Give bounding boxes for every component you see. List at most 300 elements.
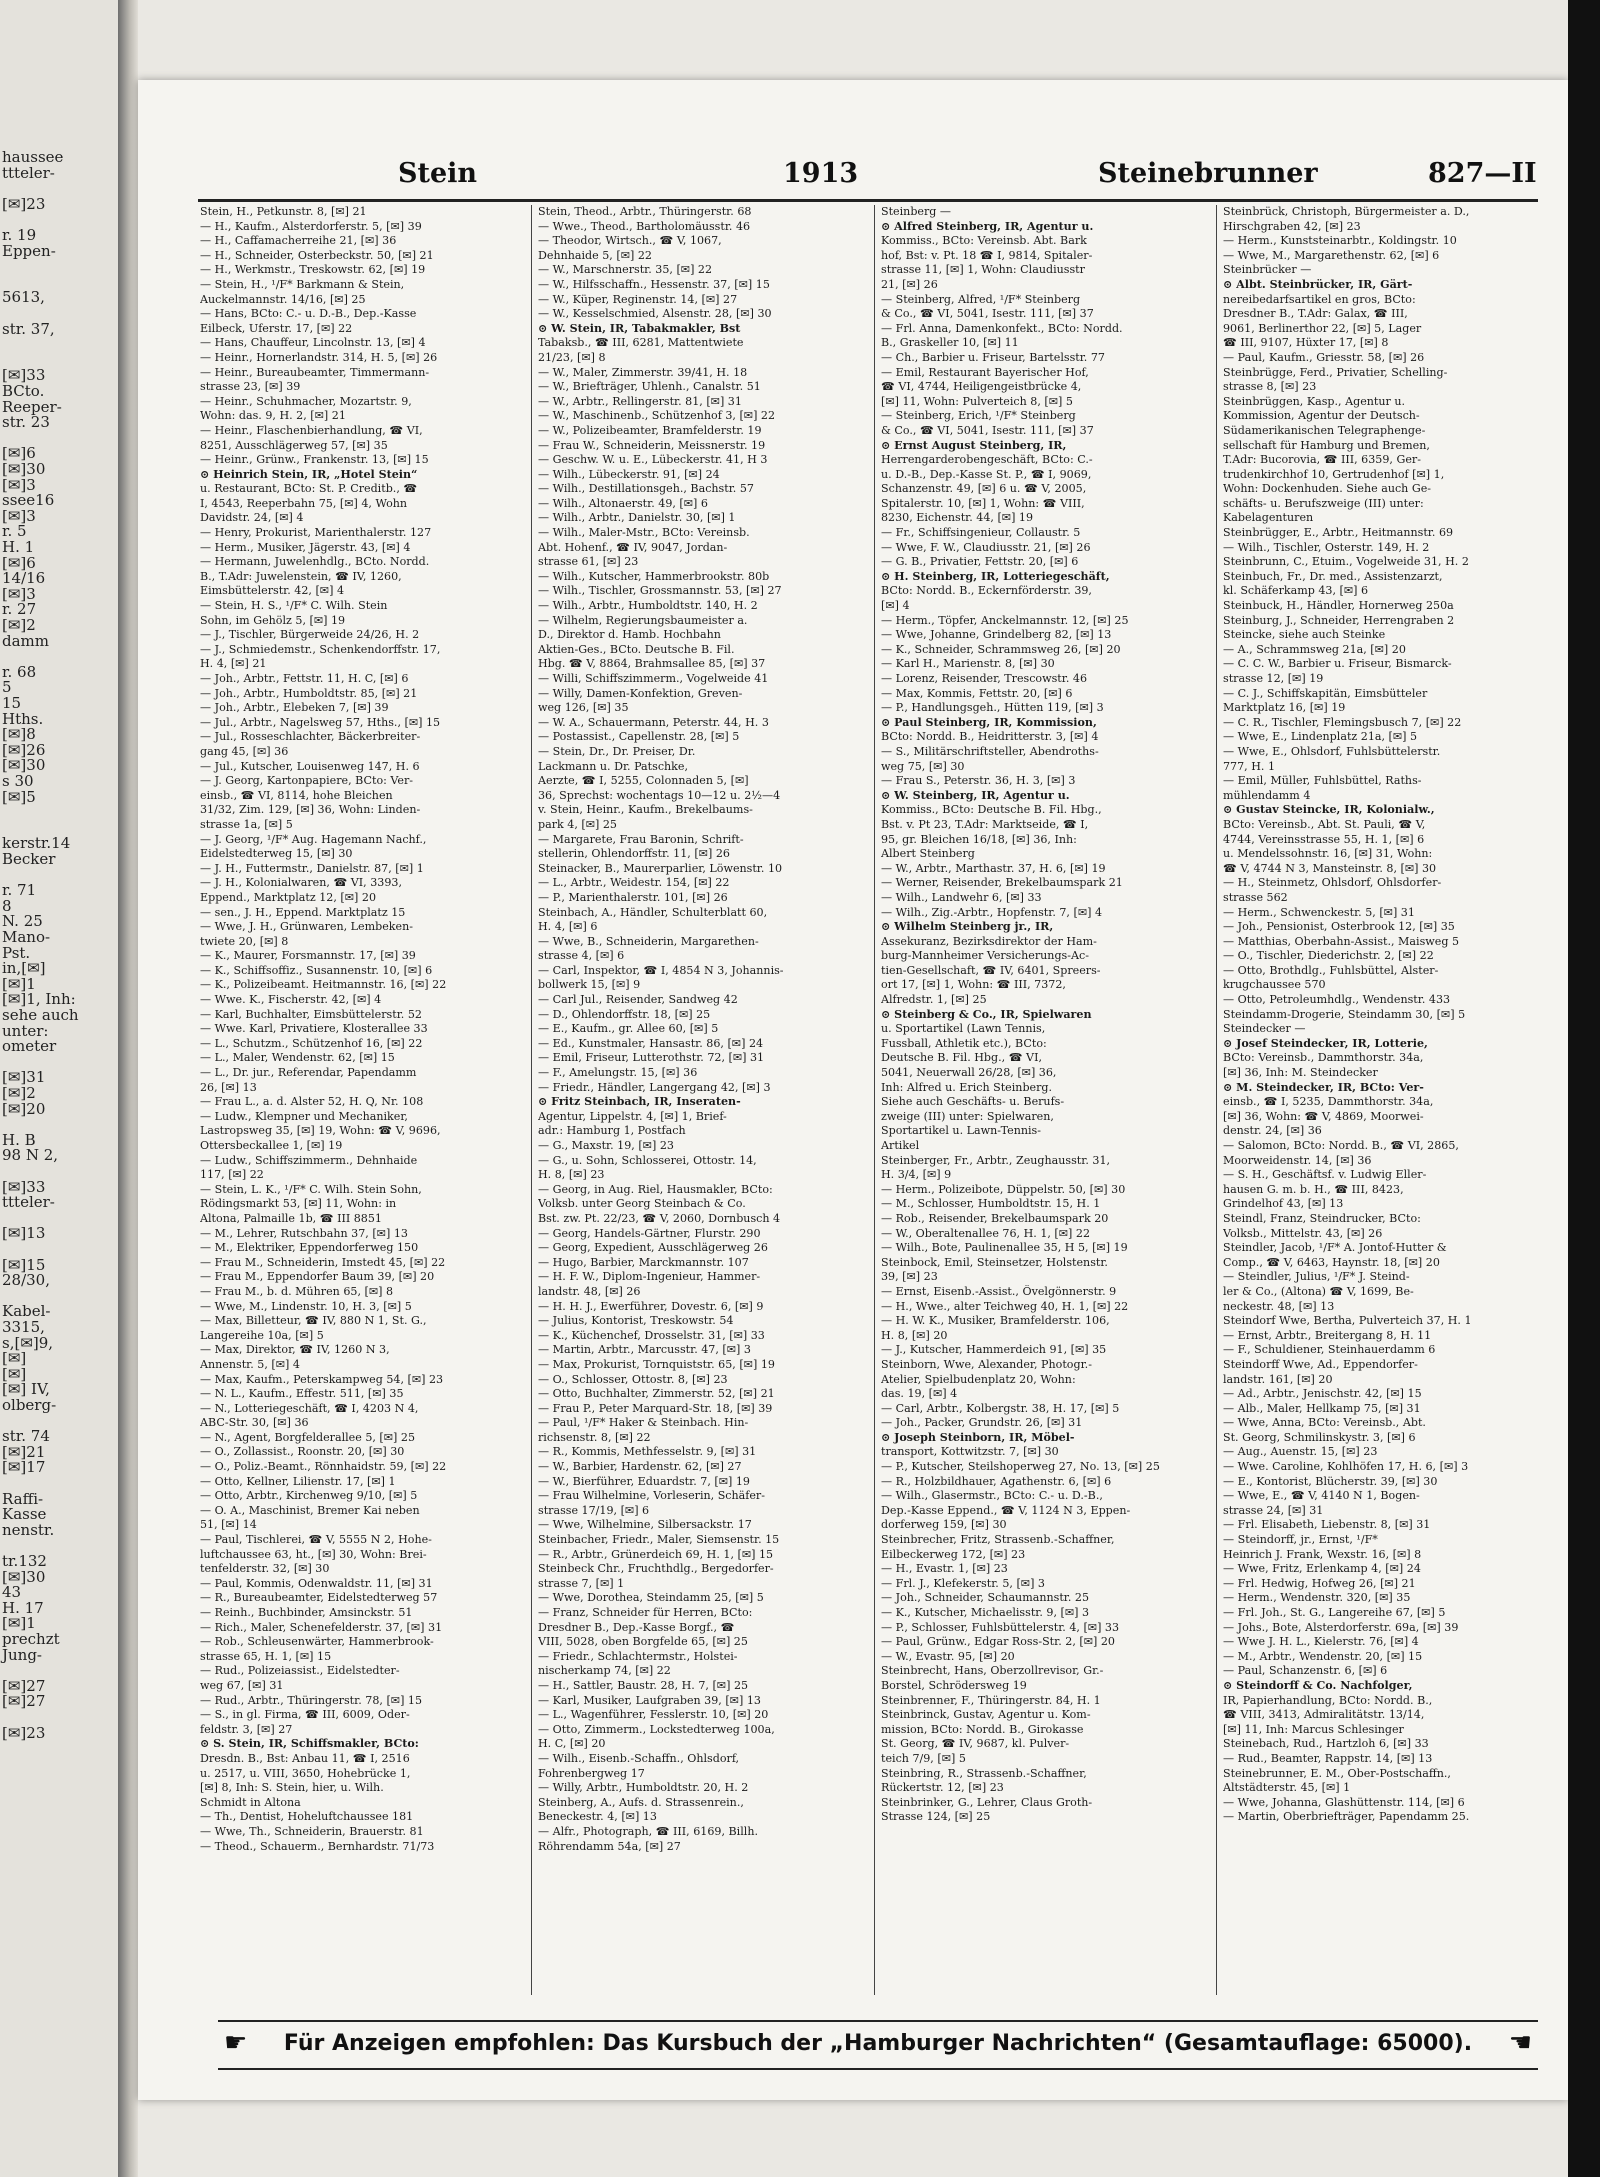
directory-line: — Rob., Schleusenwärter, Hammerbrook- [200,1635,434,1649]
directory-line: — Wilh., Lübeckerstr. 91, [✉] 24 [538,467,720,481]
left-page-fragment: [✉]23 [2,194,46,213]
directory-line: Fussball, Athletik etc.), BCto: [881,1036,1047,1050]
directory-line: — Otto, Kellner, Lilienstr. 17, [✉] 1 [200,1474,396,1488]
directory-line: Dep.-Kasse Eppend., ☎ V, 1124 N 3, Eppen- [881,1503,1131,1517]
directory-line: — M., Schlosser, Humboldtstr. 15, H. 1 [881,1197,1101,1211]
directory-line: — Joh., Schneider, Schaumannstr. 25 [881,1591,1090,1605]
directory-line: Hbg. ☎ V, 8864, Brahmsallee 85, [✉] 37 [538,657,766,671]
left-page-fragment: 5 [2,678,12,697]
directory-line: — Wwe, E., Lindenplatz 21a, [✉] 5 [1223,730,1418,744]
directory-line: landstr. 48, [✉] 26 [538,1284,641,1298]
left-page-fragment: [✉]6 [2,444,36,463]
left-page-fragment: 98 N 2, [2,1146,59,1165]
directory-line: u. D.-B., Dep.-Kasse St. P., ☎ I, 9069, [881,467,1092,481]
directory-line: strasse 23, [✉] 39 [200,380,301,394]
directory-line: — K., Küchenchef, Drosselstr. 31, [✉] 33 [538,1328,765,1342]
directory-line: Kommiss., BCto: Vereinsb. Abt. Bark [881,234,1087,248]
directory-line: Steindamm-Drogerie, Steindamm 30, [✉] 5 [1223,1007,1466,1021]
directory-line: — Herm., Polizeibote, Düppelstr. 50, [✉] 30 [881,1182,1126,1196]
directory-line: ⊙ Albt. Steinbrücker, IR, Gärt- [1223,277,1413,291]
left-page-fragment: [✉]27 [2,1676,46,1695]
directory-line: Steinbuch, Fr., Dr. med., Assistenzarzt, [1223,569,1443,583]
directory-line: ☎ VI, 4744, Heiligengeistbrücke 4, [881,380,1082,394]
directory-line: — E., Kontorist, Blücherstr. 39, [✉] 30 [1223,1474,1438,1488]
directory-line: — Heinr., Grünw., Frankenstr. 13, [✉] 15 [200,453,429,467]
directory-line: — Karl, Buchhalter, Eimsbüttelerstr. 52 [200,1007,422,1021]
directory-line: Annenstr. 5, [✉] 4 [200,1357,300,1371]
directory-line: Tabaksb., ☎ III, 6281, Mattentwiete [538,336,744,350]
directory-line: 4744, Vereinsstrasse 55, H. 1, [✉] 6 [1223,832,1425,846]
directory-line: T.Adr: Bucorovia, ☎ III, 6359, Ger- [1223,453,1421,467]
directory-line: Volksb. unter Georg Steinbach & Co. [538,1197,746,1211]
directory-line: 95, gr. Bleichen 16/18, [✉] 36, Inh: [881,832,1077,846]
directory-line: — Paul, Grünw., Edgar Ross-Str. 2, [✉] 20 [881,1635,1115,1649]
directory-line: Davidstr. 24, [✉] 4 [200,511,304,525]
directory-line: — Rud., Beamter, Rappstr. 14, [✉] 13 [1223,1751,1433,1765]
directory-line: — sen., J. H., Eppend. Marktplatz 15 [200,905,406,919]
directory-line: — Hans, Chauffeur, Lincolnstr. 13, [✉] 4 [200,336,426,350]
directory-line: Steinbrücker — [1223,263,1312,277]
directory-line: — Jul., Arbtr., Nagelsweg 57, Hths., [✉] 15 [200,715,441,729]
directory-line: Alfredstr. 1, [✉] 25 [881,993,987,1007]
left-page-fragment: str. 74 [2,1427,50,1446]
left-page-fragment: [✉]2 [2,616,36,634]
left-page-fragment: 43 [2,1583,22,1602]
directory-line: & Co., ☎ VI, 5041, Isestr. 111, [✉] 37 [881,307,1094,321]
directory-line: St. Georg, ☎ IV, 9687, kl. Pulver- [881,1737,1070,1751]
directory-line: [✉] 11, Wohn: Pulverteich 8, [✉] 5 [881,394,1073,408]
directory-line: ⊙ W. Stein, IR, Tabakmakler, Bst [538,321,741,335]
directory-line: — Hans, BCto: C.- u. D.-B., Dep.-Kasse [200,307,417,321]
directory-line: krugchaussee 570 [1223,978,1326,992]
directory-line: — Otto, Buchhalter, Zimmerstr. 52, [✉] 21 [538,1387,775,1401]
directory-line: — K., Maurer, Forsmannstr. 17, [✉] 39 [200,949,416,963]
directory-line: — Jul., Kutscher, Louisenweg 147, H. 6 [200,759,420,773]
directory-line: — Max, Kaufm., Peterskampweg 54, [✉] 23 [200,1372,444,1386]
directory-line: Stein, H., Petkunstr. 8, [✉] 21 [200,205,367,218]
directory-line: ☎ III, 9107, Hüxter 17, [✉] 8 [1223,336,1389,350]
directory-line: — H. W. K., Musiker, Bramfelderstr. 106, [881,1314,1110,1328]
directory-line: v. Stein, Heinr., Kaufm., Brekelbaums- [538,803,753,817]
directory-line: — F., Schuldiener, Steinhauerdamm 6 [1223,1343,1436,1357]
directory-line: — Wwe., Theod., Bartholomäusstr. 46 [538,219,751,233]
directory-line: ⊙ Paul Steinberg, IR, Kommission, [881,715,1097,729]
left-page-fragment: r. 71 [2,881,37,900]
directory-line: teich 7/9, [✉] 5 [881,1751,966,1765]
directory-line: — H., Schneider, Osterbeckstr. 50, [✉] 21 [200,248,434,262]
directory-line: Altstädterstr. 45, [✉] 1 [1223,1781,1351,1795]
directory-line: — Willi, Schiffszimmerm., Vogelweide 41 [538,672,769,685]
directory-line: strasse 12, [✉] 19 [1223,672,1324,685]
directory-line: — Alfr., Photograph, ☎ III, 6169, Billh. [538,1824,758,1838]
directory-line: strasse 24, [✉] 31 [1223,1503,1324,1517]
directory-line: — Alb., Maler, Hellkamp 75, [✉] 31 [1223,1401,1421,1415]
directory-line: BCto: Nordd. B., Eckernförderstr. 39, [881,584,1092,598]
directory-line: — Joh., Pensionist, Osterbrook 12, [✉] 35 [1223,920,1455,934]
directory-line: Steinbrügger, E., Arbtr., Heitmannstr. 69 [1223,526,1454,540]
directory-line: — Steindorff, jr., Ernst, ¹/F* [1223,1533,1378,1547]
directory-line: & Co., ☎ VI, 5041, Isestr. 111, [✉] 37 [881,423,1094,437]
directory-line: Steinbrüggen, Kasp., Agentur u. [1223,394,1406,408]
directory-line: — Karl, Musiker, Laufgraben 39, [✉] 13 [538,1693,761,1707]
directory-line: Beneckestr. 4, [✉] 13 [538,1810,657,1824]
directory-line: — Wwe. K., Fischerstr. 42, [✉] 4 [200,993,382,1007]
directory-line: strasse 7, [✉] 1 [538,1576,625,1590]
left-page-fragment: [✉]13 [2,1224,46,1243]
directory-line: ⊙ Steinberg & Co., IR, Spielwaren [881,1007,1092,1021]
scan-border [1568,0,1600,2177]
directory-line: Kabelagenturen [1223,511,1314,525]
directory-line: [✉] 8, Inh: S. Stein, hier, u. Wilh. [200,1781,384,1795]
directory-line: — M., Lehrer, Rutschbahn 37, [✉] 13 [200,1226,408,1240]
directory-line: ⊙ Fritz Steinbach, IR, Inseraten- [538,1095,741,1109]
left-page-fragment: prechzt [2,1630,60,1648]
directory-line: — R., Holzbildhauer, Agathenstr. 6, [✉] 6 [881,1474,1112,1488]
directory-line: tien-Gesellschaft, ☎ IV, 6401, Spreers- [881,963,1101,977]
directory-line: strasse 562 [1223,890,1288,904]
directory-line: — Theodor, Wirtsch., ☎ V, 1067, [538,234,722,248]
directory-line: H. 8, [✉] 23 [538,1168,605,1182]
directory-line: strasse 1a, [✉] 5 [200,817,293,831]
directory-line: ⊙ Ernst August Steinberg, IR, [881,438,1067,452]
page-number: 827—II [1428,158,1537,189]
left-page-fragment: [✉]5 [2,787,36,806]
directory-line: — W., Barbier, Hardenstr. 62, [✉] 27 [538,1460,742,1474]
directory-line: — Geschw. W. u. E., Lübeckerstr. 41, H 3 [538,453,768,467]
directory-line: — Wilh., Arbtr., Danielstr. 30, [✉] 1 [538,511,736,525]
directory-line: — Frl. J., Klefekerstr. 5, [✉] 3 [881,1576,1045,1590]
left-page-fragment: Mano- [2,928,51,946]
directory-line: — Wwe, Johanne, Grindelberg 82, [✉] 13 [881,628,1112,642]
left-page-fragment: ttteler- [2,1193,55,1212]
directory-line: — C. R., Tischler, Flemingsbusch 7, [✉] 22 [1223,715,1462,729]
directory-line: Schanzenstr. 49, [✉] 6 u. ☎ V, 2005, [881,482,1087,496]
directory-line: — Herm., Wendenstr. 320, [✉] 35 [1223,1591,1411,1605]
directory-line: Agentur, Lippelstr. 4, [✉] 1, Brief- [538,1109,727,1123]
directory-line: — O., Tischler, Diederichstr. 2, [✉] 22 [1223,949,1434,963]
directory-line: — R., Arbtr., Grünerdeich 69, H. 1, [✉] 15 [538,1547,774,1561]
directory-line: [✉] 36, Inh: M. Steindecker [1223,1066,1378,1080]
directory-line: 31/32, Zim. 129, [✉] 36, Wohn: Linden- [200,803,421,817]
directory-line: 777, H. 1 [1223,759,1276,773]
directory-line: — Heinr., Bureaubeamter, Timmermann- [200,365,430,379]
directory-line: — Wilh., Glasermstr., BCto: C.- u. D.-B., [881,1489,1103,1503]
directory-line: — Wilh., Maler-Mstr., BCto: Vereinsb. [538,526,750,540]
left-page-fragment: 3315, [2,1318,45,1336]
directory-line: — W., Evastr. 95, [✉] 20 [881,1649,1015,1663]
directory-line: — Herm., Schwenckestr. 5, [✉] 31 [1223,905,1415,919]
directory-line: hausen G. m. b. H., ☎ III, 8423, [1223,1182,1404,1196]
directory-line: — Paul, Tischlerei, ☎ V, 5555 N 2, Hohe- [200,1533,432,1547]
directory-line: — Georg, Expedient, Ausschlägerweg 26 [538,1241,768,1255]
directory-line: neckestr. 48, [✉] 13 [1223,1299,1335,1313]
directory-line: u. Sportartikel (Lawn Tennis, [881,1022,1046,1036]
directory-line: Heinrich J. Frank, Wexstr. 16, [✉] 8 [1223,1547,1422,1561]
directory-line: — Stein, H., ¹/F* Barkmann & Stein, [200,277,405,291]
directory-line: Comp., ☎ V, 6463, Haynstr. 18, [✉] 20 [1223,1255,1440,1269]
directory-line: H. 4, [✉] 21 [200,657,267,671]
left-page-fragment: H. 1 [2,538,35,556]
directory-line: Bst. zw. Pt. 22/23, ☎ V, 2060, Dornbusch 4 [538,1211,781,1225]
left-page-fragment: r. 5 [2,522,27,541]
directory-line: einsb., ☎ I, 5235, Dammthorstr. 34a, [1223,1095,1434,1109]
directory-line: Steinbrinker, G., Lehrer, Claus Groth- [881,1795,1093,1809]
directory-line: weg 67, [✉] 31 [200,1678,284,1692]
directory-line: — Wilh., Landwehr 6, [✉] 33 [881,890,1042,904]
directory-line: — Herm., Musiker, Jägerstr. 43, [✉] 4 [200,540,411,554]
directory-line: Steinebach, Rud., Hartzloh 6, [✉] 33 [1223,1737,1429,1751]
directory-line: BCto: Nordd. B., Heidritterstr. 3, [✉] 4 [881,730,1099,744]
directory-line: — H., Caffamacherreihe 21, [✉] 36 [200,234,397,248]
directory-line: — Wwe. Caroline, Kohlhöfen 17, H. 6, [✉] 3 [1223,1460,1469,1474]
left-page-fragment: sehe auch [2,1006,79,1024]
left-page-fragment: Becker [2,850,56,868]
directory-line: — Werner, Reisender, Brekelbaumspark 21 [881,876,1123,890]
directory-line: — Wwe, J. H., Grünwaren, Lembeken- [200,920,413,934]
directory-line: Dehnhaide 5, [✉] 22 [538,248,652,262]
left-page-fragment: [✉]30 [2,756,46,775]
directory-line: weg 126, [✉] 35 [538,701,629,715]
column-2 [538,205,868,1995]
directory-line: Steinbacher, Friedr., Maler, Siemsenstr. 15 [538,1533,780,1547]
directory-line: — Otto, Zimmerm., Lockstedterweg 100a, [538,1722,775,1736]
directory-line: ⊙ Josef Steindecker, IR, Lotterie, [1223,1036,1428,1050]
directory-line: — Frau S., Peterstr. 36, H. 3, [✉] 3 [881,774,1076,788]
pointing-hand-icon: ☚ [1508,2028,1532,2058]
left-page-fragment: [✉]3 [2,584,36,603]
column-1 [200,205,524,1995]
directory-line: strasse 17/19, [✉] 6 [538,1503,650,1517]
directory-line: — W., Briefträger, Uhlenh., Canalstr. 51 [538,380,761,394]
directory-line: Steindl, Franz, Steindrucker, BCto: [1223,1211,1421,1225]
directory-line: — Wwe J. H. L., Kielerstr. 76, [✉] 4 [1223,1635,1419,1649]
directory-line: — Ernst, Arbtr., Breitergang 8, H. 11 [1223,1328,1432,1342]
directory-line: 5041, Neuerwall 26/28, [✉] 36, [881,1066,1057,1080]
directory-line: Steincke, siehe auch Steinke [1223,628,1386,642]
directory-line: — Salomon, BCto: Nordd. B., ☎ VI, 2865, [1223,1139,1459,1152]
directory-line: — J., Tischler, Bürgerweide 24/26, H. 2 [200,628,420,642]
directory-line: Bst. v. Pt 23, T.Adr: Marktseide, ☎ I, [881,817,1089,831]
left-page-fragment: str. 23 [2,413,50,432]
directory-line: — Wilh., Kutscher, Hammerbrookstr. 80b [538,569,770,583]
directory-line: — Jul., Rosseschlachter, Bäckerbreiter- [200,730,421,744]
left-page-fragment: tr.132 [2,1552,47,1570]
directory-line: — J., Kutscher, Hammerdeich 91, [✉] 35 [881,1343,1107,1357]
directory-line: — Wilh., Destillationsgeh., Bachstr. 57 [538,482,754,496]
directory-line: — Rud., Arbtr., Thüringerstr. 78, [✉] 15 [200,1693,423,1707]
directory-page [138,80,1568,2100]
directory-line: H. 3/4, [✉] 9 [881,1168,952,1182]
directory-line: Steinbring, R., Strassenb.-Schaffner, [881,1766,1087,1780]
left-page-fragment: unter: [2,1021,49,1040]
directory-line: — Karl H., Marienstr. 8, [✉] 30 [881,657,1055,671]
directory-line: — Frl. Anna, Damenkonfekt., BCto: Nordd. [881,321,1123,335]
directory-line: — Wwe, Dorothea, Steindamm 25, [✉] 5 [538,1591,764,1605]
left-page-fragment: Eppen- [2,241,56,260]
directory-line: — Wwe, Fritz, Erlenkamp 4, [✉] 24 [1223,1562,1421,1576]
directory-line: — W., Hilfsschaffn., Hessenstr. 37, [✉] 15 [538,277,770,291]
directory-line: — K., Kutscher, Michaelisstr. 9, [✉] 3 [881,1606,1090,1619]
book-gutter [118,0,138,2177]
left-page-fragment: [✉]3 [2,506,36,525]
directory-line: burg-Mannheimer Versicherungs-Ac- [881,949,1089,963]
directory-line: 39, [✉] 23 [881,1270,938,1284]
directory-line: — Georg, in Aug. Riel, Hausmakler, BCto: [538,1182,773,1196]
directory-line: — Steindler, Julius, ¹/F* J. Steind- [1223,1270,1410,1284]
directory-line: — Frl. Hedwig, Hofweg 26, [✉] 21 [1223,1576,1416,1590]
directory-line: — W. A., Schauermann, Peterstr. 44, H. 3 [538,715,769,729]
directory-line: — Max, Prokurist, Tornquiststr. 65, [✉] 19 [538,1357,775,1371]
directory-line: — Wilh., Tischler, Grossmannstr. 53, [✉] 27 [538,584,782,598]
directory-line: Steinbrinck, Gustav, Agentur u. Kom- [881,1708,1091,1722]
directory-line: Fohrenbergweg 17 [538,1766,645,1780]
directory-line: — Heinr., Flaschenbierhandlung, ☎ VI, [200,423,423,437]
left-page-fragment: N. 25 [2,912,43,931]
directory-line: Wohn: das. 9, H. 2, [✉] 21 [200,409,346,423]
directory-line: — P., Schlosser, Fuhlsbüttelerstr. 4, [✉] 33 [881,1620,1120,1634]
left-page-fragment: str. 37, [2,319,55,338]
directory-line: — P., Handlungsgeh., Hütten 119, [✉] 3 [881,701,1104,715]
directory-line: twiete 20, [✉] 8 [200,934,289,948]
directory-line: Altona, Palmaille 1b, ☎ III 8851 [200,1211,382,1225]
left-page-fragment: Jung- [2,1645,43,1664]
directory-line: Borstel, Schrödersweg 19 [881,1678,1027,1692]
directory-line: — Martin, Oberbriefträger, Papendamm 25. [1223,1810,1470,1824]
directory-line: das. 19, [✉] 4 [881,1387,958,1401]
directory-line: Steindler, Jacob, ¹/F* A. Jontof-Hutter & [1223,1241,1447,1255]
directory-line: 21/23, [✉] 8 [538,350,606,364]
left-page-fragment: H. B [2,1130,36,1149]
directory-line: — J. H., Kolonialwaren, ☎ VI, 3393, [200,876,402,890]
directory-line: Steinbock, Emil, Steinsetzer, Holstenstr. [881,1255,1108,1269]
directory-line: park 4, [✉] 25 [538,817,617,831]
directory-line: Kommission, Agentur der Deutsch- [1223,409,1420,423]
directory-line: H. 4, [✉] 6 [538,920,598,934]
directory-line: — Th., Dentist, Hoheluftchaussee 181 [200,1810,414,1824]
directory-line: — O., Zollassist., Roonstr. 20, [✉] 30 [200,1445,405,1459]
directory-line: — P., Kutscher, Steilshoperweg 27, No. 13, [✉] 25 [881,1460,1160,1474]
directory-line: Steinbrügge, Ferd., Privatier, Schelling- [1223,365,1448,379]
directory-line: — Stein, H. S., ¹/F* C. Wilh. Stein [200,599,388,613]
directory-line: — Rud., Polizeiassist., Eidelstedter- [200,1664,400,1678]
directory-line: — Ludw., Schiffszimmerm., Dehnhaide [200,1153,418,1167]
directory-line: — S., Militärschriftsteller, Abendroths- [881,744,1099,758]
directory-line: Spitalerstr. 10, [✉] 1, Wohn: ☎ VIII, [881,496,1085,510]
pointing-hand-icon: ☛ [224,2028,248,2058]
directory-line: mühlendamm 4 [1223,788,1311,802]
directory-line: ⊙ Gustav Steincke, IR, Kolonialw., [1223,803,1435,817]
directory-line: 21, [✉] 26 [881,277,938,291]
directory-line: — M., Arbtr., Wendenstr. 20, [✉] 15 [1223,1649,1423,1663]
left-page-fragment: [✉]26 [2,740,46,759]
left-page-fragment: [✉]3 [2,475,36,494]
directory-line: — Joh., Arbtr., Humboldtstr. 85, [✉] 21 [200,686,418,700]
directory-line: — Frl. Elisabeth, Liebenstr. 8, [✉] 31 [1223,1518,1431,1532]
directory-line: Ottersbeckallee 1, [✉] 19 [200,1139,343,1152]
left-page-fragment: [✉]6 [2,553,36,572]
directory-line: einsb., ☎ VI, 8114, hohe Bleichen [200,788,393,802]
directory-line: Dresdner B., T.Adr: Galax, ☎ III, [1223,307,1408,321]
directory-line: — Wilh., Arbtr., Humboldtstr. 140, H. 2 [538,599,758,613]
directory-line: — Wilh., Altonaerstr. 49, [✉] 6 [538,496,708,510]
directory-line: — Wwe, F. W., Claudiusstr. 21, [✉] 26 [881,540,1091,554]
directory-line: — W., Maschinenb., Schützenhof 3, [✉] 22 [538,409,776,423]
page-header [198,158,1538,198]
directory-line: Siehe auch Geschäfts- u. Berufs- [881,1095,1065,1109]
directory-line: adr.: Hamburg 1, Postfach [538,1124,686,1138]
directory-line: Albert Steinberg [881,847,975,861]
directory-line: Steinbrecher, Fritz, Strassenb.-Schaffner, [881,1533,1115,1547]
directory-line: Schmidt in Altona [200,1795,301,1809]
directory-line: Aerzte, ☎ I, 5255, Colonnaden 5, [✉] [538,774,749,788]
directory-line: Aktien-Ges., BCto. Deutsche B. Fil. [538,642,735,656]
directory-line: — Johs., Bote, Alsterdorferstr. 69a, [✉] 39 [1223,1620,1459,1634]
footer-ad-text: Für Anzeigen empfohlen: Das Kursbuch der „Hamburger Nachrichten“ (Gesamtauflage: 65000). [283,2031,1473,2056]
directory-line: — L., Arbtr., Weidestr. 154, [✉] 22 [538,876,730,890]
directory-line: Rödingsmarkt 53, [✉] 11, Wohn: in [200,1197,397,1211]
directory-line: — W., Polizeibeamter, Bramfelderstr. 19 [538,423,762,437]
left-page-fragment: [✉]27 [2,1692,46,1711]
directory-line: — H., Wwe., alter Teichweg 40, H. 1, [✉] 22 [881,1299,1129,1313]
directory-line: — Wwe, E., Ohlsdorf, Fuhlsbüttelerstr. [1223,744,1441,758]
directory-line: — Georg, Handels-Gärtner, Flurstr. 290 [538,1226,761,1240]
left-page-fragment: [✉]30 [2,460,46,478]
directory-line: 8251, Ausschlägerweg 57, [✉] 35 [200,438,388,452]
directory-line: — H., Evastr. 1, [✉] 23 [881,1562,1008,1576]
directory-line: — Wwe, Th., Schneiderin, Brauerstr. 81 [200,1824,424,1838]
directory-line: [✉] 36, Wohn: ☎ V, 4869, Moorwei- [1223,1109,1424,1123]
directory-line: ⊙ S. Stein, IR, Schiffsmakler, BCto: [200,1737,419,1751]
directory-line: strasse 61, [✉] 23 [538,555,639,569]
directory-line: B., Graskeller 10, [✉] 11 [881,336,1019,350]
directory-line: sellschaft für Hamburg und Bremen, [1223,438,1430,452]
directory-line: Steinberger, Fr., Arbtr., Zeughausstr. 31, [881,1153,1111,1167]
directory-line: ort 17, [✉] 1, Wohn: ☎ III, 7372, [881,978,1066,992]
directory-line: Steindorf Wwe, Bertha, Pulverteich 37, H. 1 [1223,1314,1472,1328]
directory-line: — Stein, Dr., Dr. Preiser, Dr. [538,744,696,758]
directory-line: Kommiss., BCto: Deutsche B. Fil. Hbg., [881,803,1102,817]
directory-line: — Hermann, Juwelenhdlg., BCto. Nordd. [200,555,430,569]
directory-line: Steinbrunn, C., Etuim., Vogelweide 31, H. 2 [1223,555,1469,569]
directory-line: 51, [✉] 14 [200,1518,257,1532]
left-page-fragment: ometer [2,1037,57,1056]
directory-line: — Rich., Maler, Schenefelderstr. 37, [✉] 31 [200,1620,443,1634]
directory-line: landstr. 161, [✉] 20 [1223,1372,1333,1386]
left-page-fragment: ttteler- [2,163,55,182]
left-page-fragment: [✉]20 [2,1099,46,1118]
directory-line: ⊙ Joseph Steinborn, IR, Möbel- [881,1430,1075,1444]
directory-line: — Friedr., Händler, Langergang 42, [✉] 3 [538,1080,771,1094]
directory-line: — Reinh., Buchbinder, Amsinckstr. 51 [200,1606,413,1619]
directory-line: — Otto, Petroleumhdlg., Wendenstr. 433 [1223,993,1451,1007]
directory-line: — Otto, Arbtr., Kirchenweg 9/10, [✉] 5 [200,1489,418,1503]
directory-line: — Stein, L. K., ¹/F* C. Wilh. Stein Sohn, [200,1182,422,1196]
directory-line: Sportartikel u. Lawn-Tennis- [881,1124,1041,1138]
directory-line: nereibedarfsartikel en gros, BCto: [1223,292,1416,306]
directory-line: — Joh., Arbtr., Elebeken 7, [✉] 39 [200,701,389,715]
left-page-fragment: Kabel- [2,1302,51,1321]
directory-line: — Carl, Arbtr., Kolbergstr. 38, H. 17, [✉] 5 [881,1401,1120,1415]
directory-line: — Frau Wilhelmine, Vorleserin, Schäfer- [538,1489,765,1503]
directory-line: — Emil, Friseur, Lutterothstr. 72, [✉] 31 [538,1051,765,1065]
directory-line: ⊙ H. Steinberg, IR, Lotteriegeschäft, [881,569,1110,583]
directory-line: stellerin, Ohlendorffstr. 11, [✉] 26 [538,847,730,861]
directory-line: — Otto, Brothdlg., Fuhlsbüttel, Alster- [1223,963,1439,977]
directory-line: — Postassist., Capellenstr. 28, [✉] 5 [538,730,740,744]
directory-line: Steinbach, A., Händler, Schulterblatt 60, [538,905,768,919]
directory-line: transport, Kottwitzstr. 7, [✉] 30 [881,1445,1059,1459]
directory-line: Wohn: Dockenhuden. Siehe auch Ge- [1223,482,1432,496]
